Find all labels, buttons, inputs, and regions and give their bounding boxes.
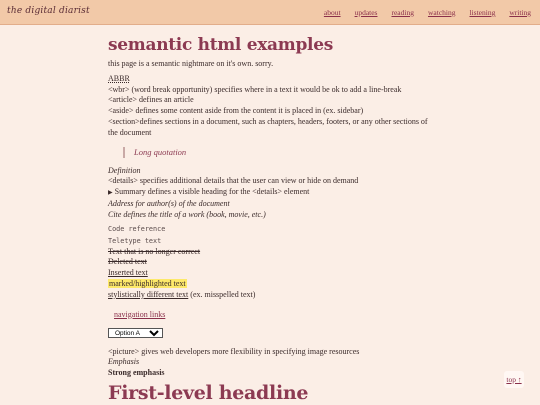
stylistic-line xyxy=(108,290,438,301)
disclosure-triangle-icon[interactable]: ▶ xyxy=(108,190,113,197)
article-text: <article> defines an article xyxy=(108,95,194,105)
nav-listening[interactable]: listening xyxy=(469,8,496,17)
cite-text: Cite defines the title of a work (book, movie, etc.) xyxy=(108,209,266,219)
summary-label: Summary defines a visible heading for the <details> element xyxy=(114,187,310,197)
nav-reading[interactable]: reading xyxy=(391,8,414,17)
nav-updates[interactable]: updates xyxy=(354,8,378,17)
navigation-link[interactable]: navigation links xyxy=(114,309,166,319)
main-content xyxy=(108,34,438,404)
details-text: <details> specifies additional details that the user can view or hide on demand xyxy=(108,176,359,186)
aside-text: <aside> defines some content aside from the content it is placed in (ex. sidebar) xyxy=(108,106,364,116)
teletype-text: Teletype text xyxy=(108,236,162,245)
nav-links-section xyxy=(114,309,438,319)
address-text: Address for author(s) of the document xyxy=(108,198,230,208)
nav-writing[interactable]: writing xyxy=(509,8,531,17)
first-level-headline: First-level headline xyxy=(108,381,309,404)
site-logo[interactable]: the digital diarist xyxy=(7,6,90,16)
abbr-example: ABBR xyxy=(108,73,130,83)
top-navigation-bar xyxy=(0,0,540,25)
emphasis-text: Emphasis xyxy=(108,357,140,367)
section-text: <section>defines sections in a document, such as chapters, headers, footers, or any other sections of the document xyxy=(108,116,428,137)
select-wrapper xyxy=(108,327,438,338)
definition-text: Definition xyxy=(108,165,141,175)
nav-watching[interactable]: watching xyxy=(427,8,456,17)
option-select[interactable] xyxy=(108,328,163,338)
intro-text: this page is a semantic nightmare on it's own. sorry. xyxy=(108,59,274,68)
blockquote: Long quotation xyxy=(123,147,438,158)
highlighted-text: marked/highlighted text xyxy=(109,278,186,288)
main-nav xyxy=(324,8,531,17)
inserted-text: Inserted text xyxy=(108,268,148,278)
code-text: Code reference xyxy=(108,224,166,233)
details-summary[interactable] xyxy=(108,187,438,199)
stylistic-text: stylistically different text xyxy=(108,289,189,299)
nav-about[interactable]: about xyxy=(323,8,341,17)
strong-text: Strong emphasis xyxy=(108,368,165,378)
strikethrough-text: Text that is no longer correct xyxy=(108,246,201,256)
wbr-text: <wbr> (word break opportunity) specifies where in a text it would be ok to add a line-break xyxy=(108,84,402,94)
stylistic-note: (ex. misspelled text) xyxy=(188,289,256,299)
page-title: semantic html examples xyxy=(108,35,333,55)
back-to-top-button[interactable]: top ↑ xyxy=(504,371,524,388)
picture-text: <picture> gives web developers more flexibility in specifying image resources xyxy=(108,346,360,356)
deleted-text: Deleted text xyxy=(108,257,147,267)
